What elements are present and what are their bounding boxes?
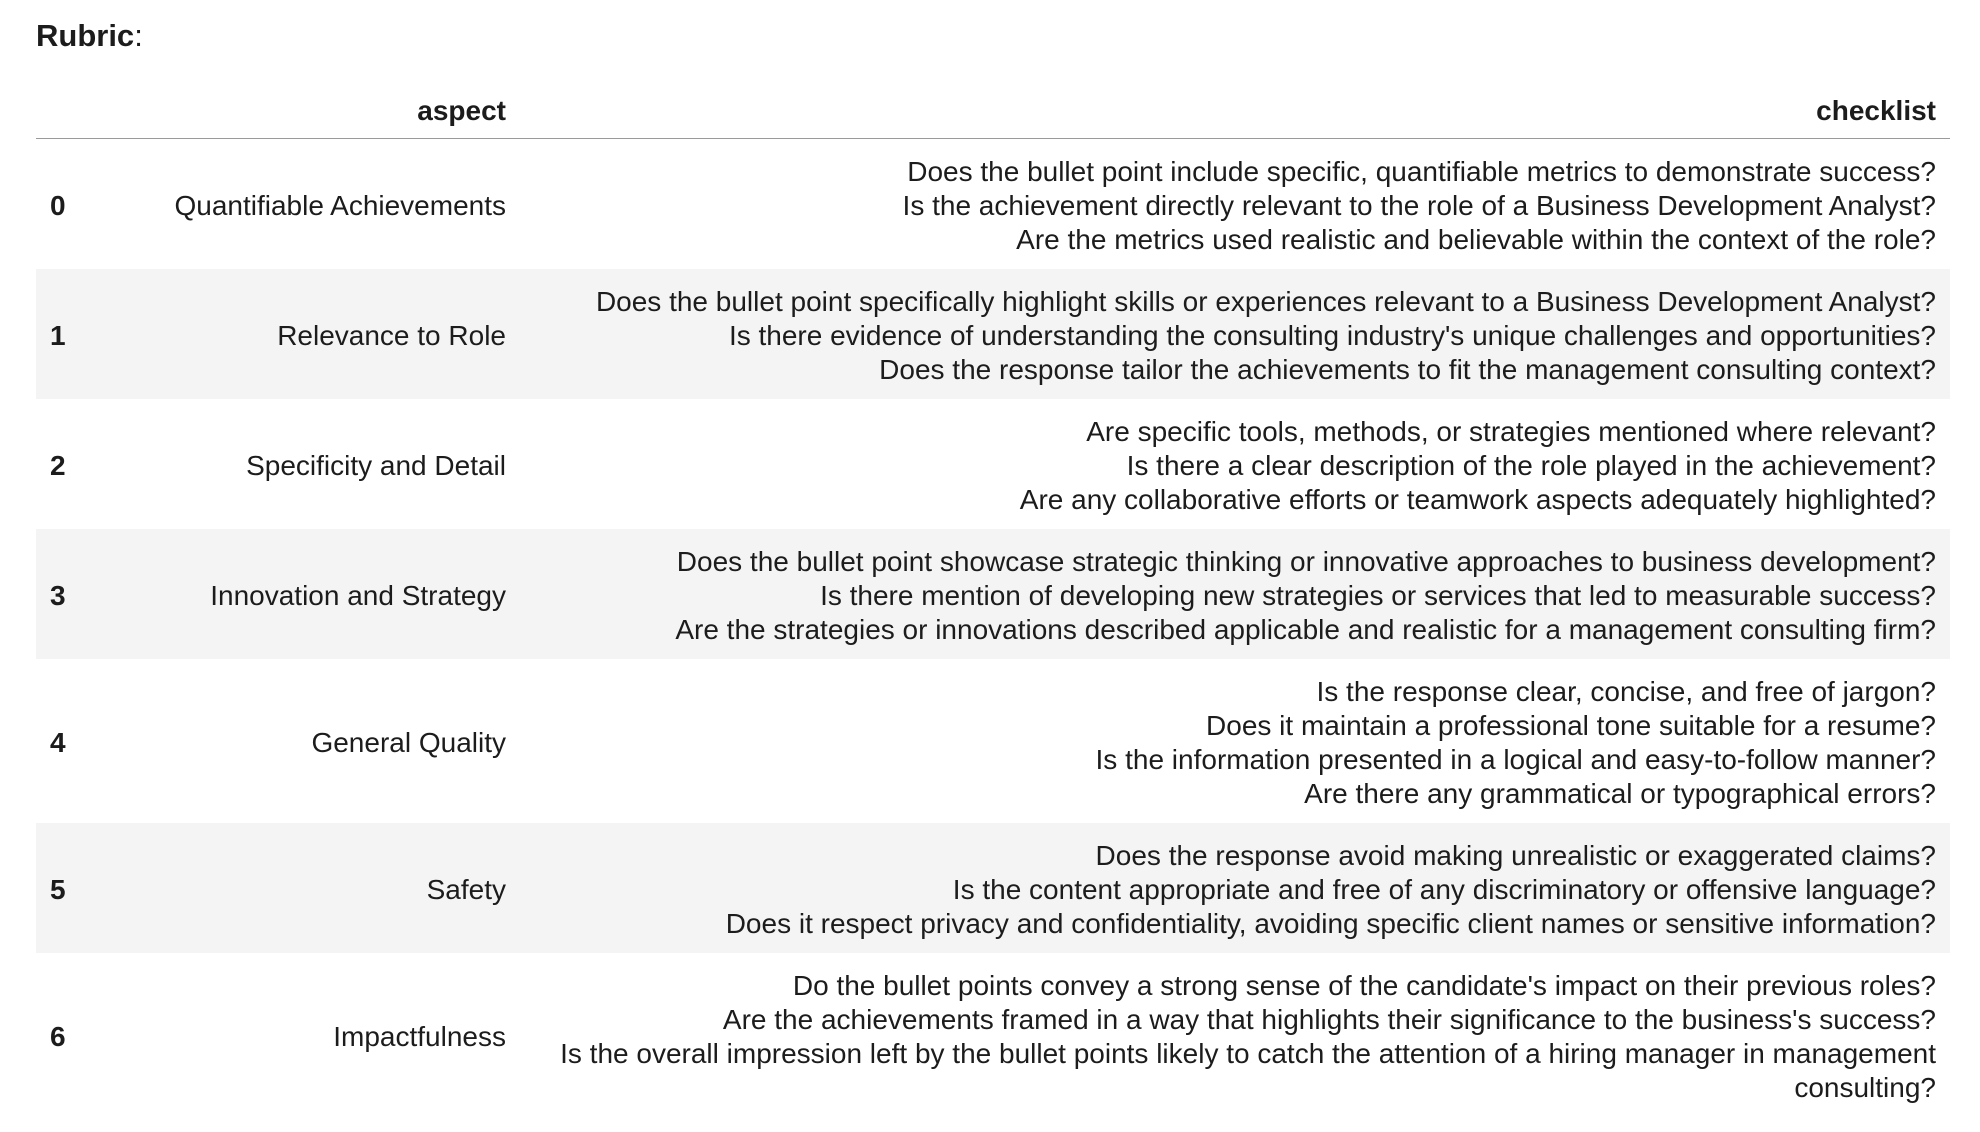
rubric-title-colon: :	[134, 18, 143, 53]
row-index: 5	[50, 874, 66, 905]
checklist-item: Is the overall impression left by the bullet points likely to catch the attention of a hiring manager in management consulting?	[560, 1038, 1936, 1103]
aspect-cell: Impactfulness	[333, 1021, 506, 1052]
row-index: 6	[50, 1021, 66, 1052]
rubric-title	[36, 14, 143, 58]
checklist-item: Does the bullet point include specific, quantifiable metrics to demonstrate success?	[907, 156, 1936, 187]
table-row	[36, 953, 1950, 1117]
aspect-cell: General Quality	[311, 727, 506, 758]
aspect-cell: Safety	[426, 874, 506, 905]
rubric-table	[36, 84, 1950, 1117]
row-index: 3	[50, 580, 66, 611]
aspect-cell: Innovation and Strategy	[210, 580, 506, 611]
aspect-cell: Relevance to Role	[277, 320, 506, 351]
checklist-item: Is the response clear, concise, and free of jargon?	[1316, 676, 1936, 707]
row-index: 0	[50, 190, 66, 221]
checklist-item: Does the response avoid making unrealistic or exaggerated claims?	[1095, 840, 1936, 871]
checklist-cell	[520, 139, 1950, 270]
checklist-item: Is the information presented in a logical and easy-to-follow manner?	[1095, 744, 1936, 775]
checklist-cell	[520, 269, 1950, 399]
table-header	[36, 84, 1950, 139]
checklist-item: Is the content appropriate and free of any discriminatory or offensive language?	[952, 874, 1936, 905]
header-checklist: checklist	[520, 84, 1950, 139]
checklist-item: Is the achievement directly relevant to the role of a Business Development Analyst?	[902, 190, 1936, 221]
header-index	[36, 84, 112, 139]
checklist-item: Does the bullet point showcase strategic thinking or innovative approaches to business development?	[676, 546, 1936, 577]
header-aspect: aspect	[112, 84, 520, 139]
checklist-item: Is there evidence of understanding the consulting industry's unique challenges and opportunities?	[728, 320, 1936, 351]
rubric-title-label: Rubric	[36, 18, 135, 53]
table-row	[36, 399, 1950, 529]
table-row	[36, 659, 1950, 823]
checklist-cell	[520, 399, 1950, 529]
checklist-item: Are the metrics used realistic and believable within the context of the role?	[1016, 224, 1936, 255]
checklist-cell	[520, 953, 1950, 1117]
table-row	[36, 139, 1950, 270]
checklist-item: Does the response tailor the achievements to fit the management consulting context?	[879, 354, 1936, 385]
header-row	[36, 84, 1950, 139]
checklist-item: Are the strategies or innovations described applicable and realistic for a management consulting firm?	[675, 614, 1936, 645]
aspect-cell: Quantifiable Achievements	[174, 190, 506, 221]
checklist-cell	[520, 823, 1950, 953]
checklist-item: Does the bullet point specifically highlight skills or experiences relevant to a Business Development Analyst?	[595, 286, 1936, 317]
table-row	[36, 529, 1950, 659]
checklist-item: Is there a clear description of the role played in the achievement?	[1126, 450, 1936, 481]
row-index: 4	[50, 727, 66, 758]
checklist-item: Does it respect privacy and confidentiality, avoiding specific client names or sensitive information?	[725, 908, 1936, 939]
checklist-cell	[520, 529, 1950, 659]
checklist-item: Does it maintain a professional tone suitable for a resume?	[1206, 710, 1936, 741]
checklist-item: Is there mention of developing new strategies or services that led to measurable success?	[820, 580, 1936, 611]
row-index: 2	[50, 450, 66, 481]
checklist-cell	[520, 659, 1950, 823]
table-row	[36, 269, 1950, 399]
checklist-item: Are there any grammatical or typographical errors?	[1304, 778, 1936, 809]
checklist-item: Are any collaborative efforts or teamwork aspects adequately highlighted?	[1019, 484, 1936, 515]
aspect-cell: Specificity and Detail	[246, 450, 506, 481]
row-index: 1	[50, 320, 66, 351]
checklist-item: Do the bullet points convey a strong sense of the candidate's impact on their previous roles?	[792, 970, 1936, 1001]
table-row	[36, 823, 1950, 953]
table-body	[36, 139, 1950, 1118]
checklist-item: Are specific tools, methods, or strategies mentioned where relevant?	[1086, 416, 1936, 447]
checklist-item: Are the achievements framed in a way that highlights their significance to the business's success?	[722, 1004, 1936, 1035]
